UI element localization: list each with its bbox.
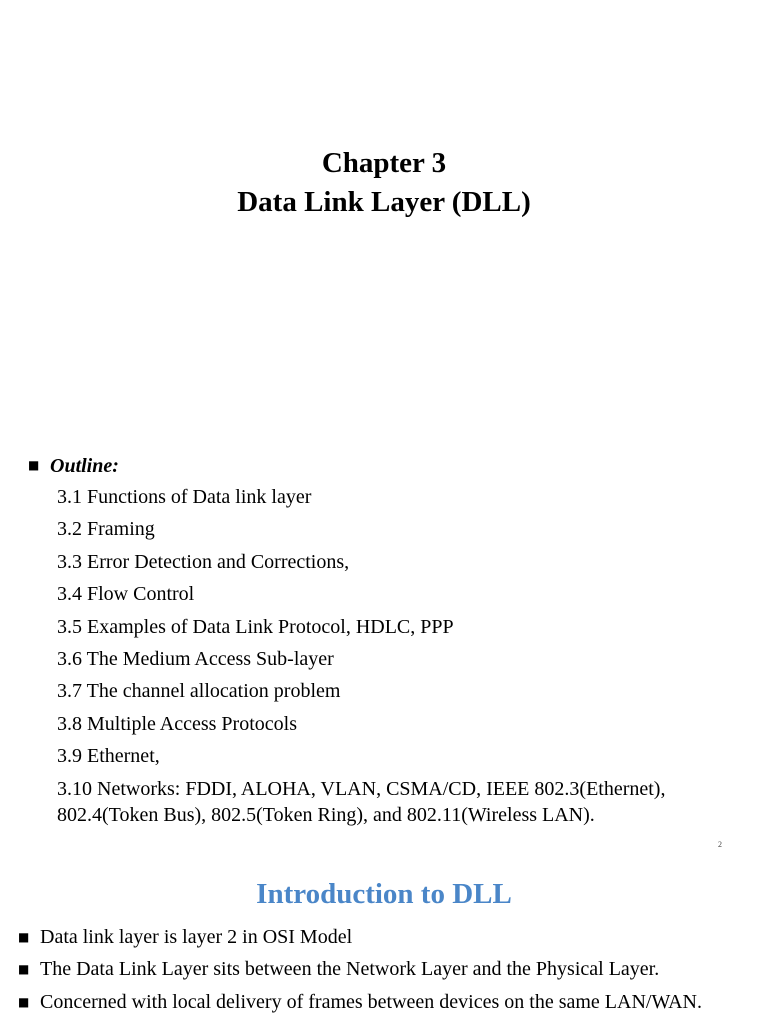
outline-item: 3.4 Flow Control <box>57 583 195 606</box>
chapter-name: Data Link Layer (DLL) <box>237 186 531 218</box>
outline-item: 3.8 Multiple Access Protocols <box>57 712 297 735</box>
chapter-title <box>0 144 768 222</box>
bullet-icon: ■ <box>18 962 30 977</box>
intro-slide <box>0 840 768 1024</box>
bullet-icon: ■ <box>18 930 30 944</box>
intro-bullet-text: Concerned with local delivery of frames between devices on the same LAN/WAN. <box>40 990 702 1013</box>
intro-bullet-text: The Data Link Layer sits between the Network Layer and the Physical Layer. <box>40 958 660 981</box>
intro-bullet <box>18 989 748 1015</box>
outline-item: 3.5 Examples of Data Link Protocol, HDLC, PPP <box>57 615 454 638</box>
outline-label: Outline: <box>50 455 119 477</box>
outline-item: 3.2 Framing <box>57 518 155 541</box>
intro-bullet <box>18 924 748 950</box>
outline-item: 3.3 Error Detection and Corrections, <box>57 550 350 573</box>
intro-bullet-text: Data link layer is layer 2 in OSI Model <box>40 926 353 948</box>
outline-item: 3.6 The Medium Access Sub-layer <box>57 647 334 670</box>
outline-item: 3.7 The channel allocation problem <box>57 680 341 703</box>
intro-bullet-list <box>18 924 748 1021</box>
bullet-icon: ■ <box>28 458 40 472</box>
outline-heading <box>28 452 119 479</box>
intro-title: Introduction to DLL <box>256 878 512 910</box>
bullet-icon: ■ <box>18 994 30 1009</box>
outline-list <box>57 484 757 834</box>
page-number: 2 <box>718 840 722 849</box>
outline-item: 3.10 Networks: FDDI, ALOHA, VLAN, CSMA/CD, IEEE 802.3(Ethernet), 802.4(Token Bus), 802.5(Token Ring), and 802.11(Wireless LAN). <box>57 777 666 826</box>
outline-item: 3.1 Functions of Data link layer <box>57 486 312 508</box>
chapter-number: Chapter 3 <box>321 147 447 179</box>
outline-item: 3.9 Ethernet, <box>57 745 160 768</box>
intro-bullet <box>18 956 748 982</box>
